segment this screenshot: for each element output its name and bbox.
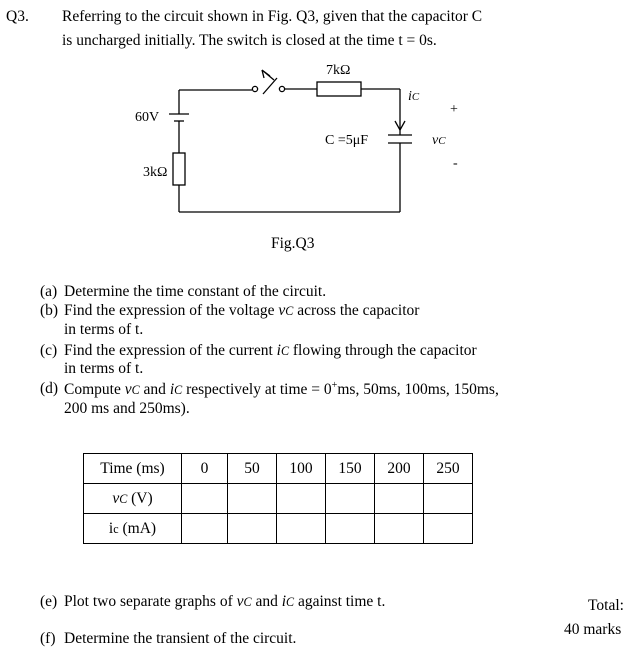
table-time-1: 50 bbox=[228, 454, 277, 484]
total-marks-value: 40 marks bbox=[564, 621, 622, 638]
part-d-var1: vC bbox=[124, 381, 140, 399]
question-intro-line1: Referring to the circuit shown in Fig. Q3, given that the capacitor C bbox=[62, 8, 483, 25]
table-cell[interactable] bbox=[228, 514, 277, 544]
table-cell[interactable] bbox=[424, 484, 473, 514]
switch-blade bbox=[263, 78, 277, 94]
table-cell[interactable] bbox=[424, 514, 473, 544]
table-cell[interactable] bbox=[277, 484, 326, 514]
current-ic-main: i bbox=[408, 89, 412, 104]
total-marks-label: Total: bbox=[588, 597, 624, 614]
table-cell[interactable] bbox=[375, 484, 424, 514]
part-a-letter: (a) bbox=[40, 283, 58, 300]
plus-sign: + bbox=[450, 102, 458, 117]
table-time-5: 250 bbox=[424, 454, 473, 484]
circuit-diagram bbox=[0, 0, 632, 260]
part-e-var2: iC bbox=[281, 593, 295, 610]
voltage-vc-main: v bbox=[432, 133, 439, 148]
table-time-0: 0 bbox=[182, 454, 228, 484]
source-60v-label: 60V bbox=[135, 110, 160, 125]
part-f-text: Determine the transient of the circuit. bbox=[64, 630, 297, 647]
part-b-text bbox=[64, 303, 419, 319]
table-row-time bbox=[84, 454, 473, 484]
current-ic-sub: C bbox=[411, 91, 420, 103]
part-c-text bbox=[64, 343, 477, 359]
part-e-text bbox=[64, 594, 385, 610]
part-b-pre: Find the expression of the voltage bbox=[64, 302, 279, 319]
part-f-letter: (f) bbox=[40, 630, 56, 647]
table-time-2: 100 bbox=[277, 454, 326, 484]
table-cell[interactable] bbox=[228, 484, 277, 514]
resistor-7k-label: 7kΩ bbox=[326, 63, 351, 78]
switch-terminal-left bbox=[252, 86, 257, 91]
table-time-4: 200 bbox=[375, 454, 424, 484]
part-d-mid: and bbox=[139, 381, 170, 399]
table-cell[interactable] bbox=[182, 514, 228, 544]
part-c-letter: (c) bbox=[40, 342, 58, 359]
part-e-pre: Plot two separate graphs of bbox=[64, 593, 237, 610]
part-b-line2: in terms of t. bbox=[64, 321, 144, 338]
table-header-time: Time (ms) bbox=[84, 454, 182, 484]
part-a-text: Determine the time constant of the circuit. bbox=[64, 283, 327, 300]
question-number: Q3. bbox=[6, 8, 29, 25]
part-d-text bbox=[64, 381, 499, 398]
resistor-7k bbox=[317, 82, 361, 96]
part-e-letter: (e) bbox=[40, 593, 58, 610]
part-b-post: across the capacitor bbox=[293, 302, 420, 319]
part-c-var: iC bbox=[276, 342, 290, 359]
part-d-line2: 200 ms and 250ms). bbox=[64, 400, 190, 417]
part-c-line2: in terms of t. bbox=[64, 360, 144, 377]
part-d-post2: ms, 50ms, 100ms, 150ms, bbox=[337, 381, 499, 399]
part-d-post: respectively at time = 0 bbox=[182, 381, 332, 399]
part-b-letter: (b) bbox=[40, 302, 59, 319]
minus-sign: - bbox=[453, 156, 458, 171]
table-cell[interactable] bbox=[375, 514, 424, 544]
capacitor-label: C =5μF bbox=[325, 133, 369, 148]
part-b-var: vC bbox=[278, 302, 294, 319]
table-row-vc bbox=[84, 484, 473, 514]
resistor-3k bbox=[173, 153, 185, 185]
part-e-mid: and bbox=[251, 593, 282, 610]
question-intro-line2: is uncharged initially. The switch is closed at the time t = 0s. bbox=[62, 32, 437, 49]
voltage-vc-label bbox=[432, 134, 446, 148]
switch-terminal-right bbox=[279, 86, 284, 91]
table-row-ic-label: ic (mA) bbox=[84, 514, 182, 544]
part-e-var1: vC bbox=[236, 593, 252, 610]
table-cell[interactable] bbox=[326, 484, 375, 514]
part-d-var2: iC bbox=[169, 381, 183, 399]
part-c-post: flowing through the capacitor bbox=[289, 342, 477, 359]
switch-arrow bbox=[262, 70, 274, 80]
table-row-ic bbox=[84, 514, 473, 544]
part-d-pre: Compute bbox=[64, 381, 125, 399]
part-e-post: against time t. bbox=[294, 593, 386, 610]
data-table bbox=[83, 453, 473, 544]
part-c-pre: Find the expression of the current bbox=[64, 342, 277, 359]
table-cell[interactable] bbox=[182, 484, 228, 514]
table-row-vc-label: vC (V) bbox=[84, 484, 182, 514]
voltage-vc-sub: C bbox=[438, 135, 446, 147]
table-cell[interactable] bbox=[326, 514, 375, 544]
figure-caption: Fig.Q3 bbox=[271, 235, 315, 252]
table-cell[interactable] bbox=[277, 514, 326, 544]
part-d-sup: + bbox=[331, 380, 338, 391]
table-time-3: 150 bbox=[326, 454, 375, 484]
current-ic-label bbox=[408, 90, 419, 104]
resistor-3k-label: 3kΩ bbox=[143, 165, 168, 180]
part-d-letter: (d) bbox=[40, 380, 59, 397]
